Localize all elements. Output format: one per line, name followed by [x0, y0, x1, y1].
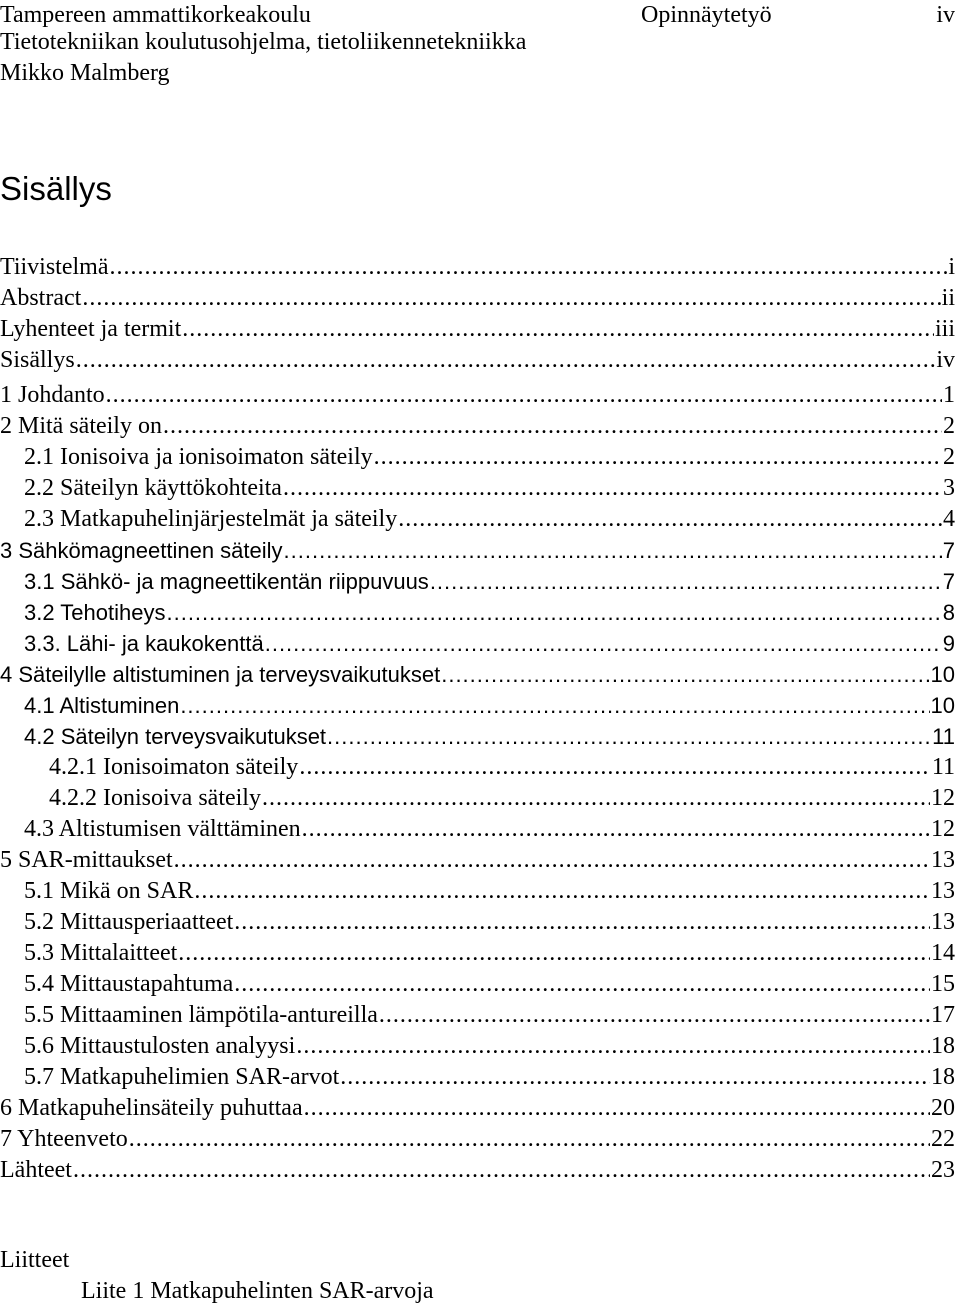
- toc-entry-title: 4.2.2 Ionisoiva säteily: [49, 785, 261, 811]
- appendix-heading: Liitteet: [0, 1247, 70, 1273]
- toc-entry[interactable]: [0, 1093, 955, 1124]
- toc-entry-title: Lähteet: [0, 1157, 72, 1183]
- toc-entry[interactable]: [24, 938, 955, 969]
- toc-entry-page: 18: [931, 1033, 955, 1059]
- toc-entry-title: Lyhenteet ja termit: [0, 316, 182, 342]
- toc-leader-dots: [180, 690, 929, 721]
- toc-entry-title: 5 SAR-mittaukset: [0, 847, 173, 873]
- toc-leader-dots: [109, 252, 947, 283]
- toc-leader-dots: [340, 1062, 930, 1093]
- author-name: Mikko Malmberg: [0, 60, 170, 86]
- toc-leader-dots: [284, 535, 942, 566]
- toc-leader-dots: [234, 969, 930, 1000]
- toc-entry-title: 2.3 Matkapuhelinjärjestelmät ja säteily: [24, 506, 398, 532]
- toc-leader-dots: [296, 1031, 930, 1062]
- toc-entry[interactable]: [0, 659, 955, 690]
- toc-entry-page: 13: [931, 847, 955, 873]
- toc-entry-title: Tiivistelmä: [0, 254, 109, 280]
- toc-entry[interactable]: [0, 380, 955, 411]
- toc-entry-title: 4 Säteilylle altistuminen ja terveysvaikutukset: [0, 662, 441, 687]
- toc-leader-dots: [441, 659, 929, 690]
- toc-entry-title: 3.2 Tehotiheys: [24, 600, 166, 625]
- toc-entry-page: 10: [930, 662, 955, 687]
- toc-entry-title: 4.3 Altistumisen välttäminen: [24, 816, 301, 842]
- toc-entry-page: 22: [931, 1126, 955, 1152]
- toc-entry-page: 11: [932, 724, 955, 749]
- toc-leader-dots: [129, 1124, 930, 1155]
- toc-entry-title: 5.7 Matkapuhelimien SAR-arvot: [24, 1064, 340, 1090]
- toc-entry-page: 23: [931, 1157, 955, 1183]
- toc-entry-title: 2.1 Ionisoiva ja ionisoimaton säteily: [24, 444, 373, 470]
- toc-entry[interactable]: [49, 752, 955, 783]
- toc-entry[interactable]: [24, 876, 955, 907]
- toc-entry-title: 1 Johdanto: [0, 382, 105, 408]
- toc-entry[interactable]: [0, 535, 955, 566]
- toc-entry-page: iv: [936, 347, 955, 373]
- toc-entry-title: 6 Matkapuhelinsäteily puhuttaa: [0, 1095, 303, 1121]
- toc-entry-title: 2.2 Säteilyn käyttökohteita: [24, 475, 282, 501]
- toc-entry-title: Abstract: [0, 285, 82, 311]
- toc-entry-title: Sisällys: [0, 347, 75, 373]
- toc-entry-title: 5.1 Mikä on SAR: [24, 878, 194, 904]
- toc-entry[interactable]: [24, 1031, 955, 1062]
- toc-entry-page: iii: [934, 316, 955, 342]
- toc-entry-page: 7: [942, 538, 955, 563]
- toc-entry-title: 5.6 Mittaustulosten analyysi: [24, 1033, 296, 1059]
- toc-entry[interactable]: [24, 1062, 955, 1093]
- toc-entry-page: 9: [942, 631, 955, 656]
- toc-entry-page: 2: [943, 413, 955, 439]
- school-name: Tampereen ammattikorkeakoulu: [0, 2, 311, 28]
- toc-leader-dots: [265, 628, 942, 659]
- toc-leader-dots: [106, 380, 942, 411]
- toc-entry-page: 18: [931, 1064, 955, 1090]
- toc-leader-dots: [374, 442, 942, 473]
- toc-leader-dots: [262, 783, 930, 814]
- toc-leader-dots: [82, 283, 940, 314]
- toc-entry[interactable]: [24, 969, 955, 1000]
- toc-entry-title: 3.1 Sähkö- ja magneettikentän riippuvuus: [24, 569, 429, 594]
- toc-entry-page: 12: [931, 785, 955, 811]
- page-title: Sisällys: [0, 170, 112, 207]
- toc-entry[interactable]: [24, 566, 955, 597]
- page-number: iv: [936, 2, 955, 28]
- toc-entry-title: 5.2 Mittausperiaatteet: [24, 909, 234, 935]
- toc-entry[interactable]: [0, 845, 955, 876]
- toc-leader-dots: [299, 752, 931, 783]
- toc-entry[interactable]: [0, 345, 955, 376]
- toc-entry-page: 3: [943, 475, 955, 501]
- toc-entry-page: 13: [931, 909, 955, 935]
- toc-entry-title: 5.4 Mittaustapahtuma: [24, 971, 234, 997]
- toc-entry-title: 2 Mitä säteily on: [0, 413, 162, 439]
- toc-entry-page: 17: [931, 1002, 955, 1028]
- toc-entry[interactable]: [0, 1124, 955, 1155]
- toc-entry-title: 3.3. Lähi- ja kaukokenttä: [24, 631, 264, 656]
- toc-leader-dots: [174, 845, 930, 876]
- toc-entry-page: 11: [931, 754, 955, 780]
- toc-entry-page: 15: [931, 971, 955, 997]
- toc-leader-dots: [398, 504, 942, 535]
- toc-entry-page: 4: [943, 506, 955, 532]
- toc-leader-dots: [76, 345, 936, 376]
- toc-entry-page: 10: [930, 693, 955, 718]
- toc-leader-dots: [379, 1000, 930, 1031]
- toc-entry[interactable]: [24, 504, 955, 535]
- toc-entry-title: 4.2.1 Ionisoimaton säteily: [49, 754, 299, 780]
- toc-entry-title: 5.5 Mittaaminen lämpötila-antureilla: [24, 1002, 378, 1028]
- toc-entry-title: 4.2 Säteilyn terveysvaikutukset: [24, 724, 327, 749]
- toc-entry-title: 4.1 Altistuminen: [24, 693, 180, 718]
- toc-leader-dots: [182, 314, 934, 345]
- programme-name: Tietotekniikan koulutusohjelma, tietoliikennetekniikka: [0, 29, 527, 55]
- toc-entry-page: ii: [941, 285, 955, 311]
- toc-leader-dots: [234, 907, 930, 938]
- toc-entry[interactable]: [24, 597, 955, 628]
- toc-entry-title: 5.3 Mittalaitteet: [24, 940, 178, 966]
- toc-entry-page: i: [948, 254, 955, 280]
- toc-entry[interactable]: [24, 442, 955, 473]
- toc-leader-dots: [304, 1093, 930, 1124]
- toc-entry[interactable]: [24, 690, 955, 721]
- toc-leader-dots: [302, 814, 930, 845]
- toc-leader-dots: [163, 411, 942, 442]
- toc-entry-title: 3 Sähkömagneettinen säteily: [0, 538, 283, 563]
- document-type: Opinnäytetyö: [641, 2, 772, 28]
- toc-entry[interactable]: [49, 783, 955, 814]
- toc-entry-title: 7 Yhteenveto: [0, 1126, 128, 1152]
- toc-entry-page: 20: [931, 1095, 955, 1121]
- toc-entry-page: 8: [942, 600, 955, 625]
- toc-leader-dots: [178, 938, 930, 969]
- toc-entry[interactable]: [24, 814, 955, 845]
- toc-entry[interactable]: [0, 283, 955, 314]
- toc-leader-dots: [73, 1155, 930, 1186]
- toc-leader-dots: [166, 597, 941, 628]
- toc-entry[interactable]: [24, 1000, 955, 1031]
- toc-entry[interactable]: [0, 314, 955, 345]
- toc-leader-dots: [283, 473, 942, 504]
- toc-entry[interactable]: [24, 907, 955, 938]
- toc-entry-page: 14: [931, 940, 955, 966]
- toc-entry[interactable]: [24, 721, 955, 752]
- toc-entry[interactable]: [24, 628, 955, 659]
- toc-leader-dots: [194, 876, 930, 907]
- toc-entry-page: 7: [942, 569, 955, 594]
- toc-entry[interactable]: [24, 473, 955, 504]
- toc-leader-dots: [327, 721, 931, 752]
- toc-entry-page: 2: [943, 444, 955, 470]
- toc-entry[interactable]: [0, 252, 955, 283]
- toc-leader-dots: [430, 566, 942, 597]
- toc-entry[interactable]: [0, 411, 955, 442]
- toc-entry-page: 13: [931, 878, 955, 904]
- appendix-item: Liite 1 Matkapuhelinten SAR-arvoja: [81, 1278, 434, 1304]
- toc-entry[interactable]: [0, 1155, 955, 1186]
- toc-entry-page: 12: [931, 816, 955, 842]
- toc-entry-page: 1: [943, 382, 955, 408]
